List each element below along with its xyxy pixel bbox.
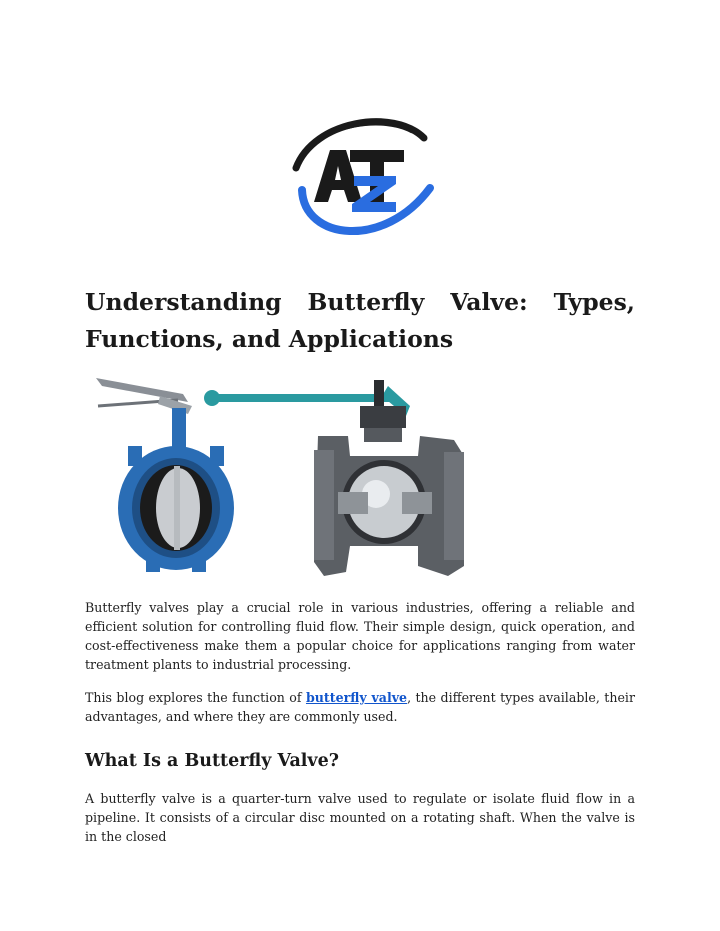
blog-paragraph-after: , the different types available, their advantages, and where they are commonly used. (85, 690, 635, 724)
section-heading: What Is a Butterfly Valve? (85, 751, 339, 771)
page-title: Understanding Butterfly Valve: Types, Functions, and Applications (85, 288, 635, 353)
intro-paragraph: Butterfly valves play a crucial role in various industries, offering a reliable and efficient solution for controlling fluid flow. Their simple design, quick operation, and cost-effectiveness make them a popular choice for applications ranging from water treatment plants to industrial processing. (85, 600, 635, 672)
blog-paragraph-before: This blog explores the function of (85, 690, 306, 705)
butterfly-valve-link[interactable]: butterfly valve (305, 690, 408, 705)
valves-illustration-icon (88, 366, 488, 580)
az-logo-icon (284, 110, 436, 250)
blog-paragraph (85, 688, 635, 726)
section-paragraph: A butterfly valve is a quarter-turn valve used to regulate or isolate fluid flow in a pipeline. It consists of a circular disc mounted on a rotating shaft. When the valve is in the closed (85, 791, 635, 844)
